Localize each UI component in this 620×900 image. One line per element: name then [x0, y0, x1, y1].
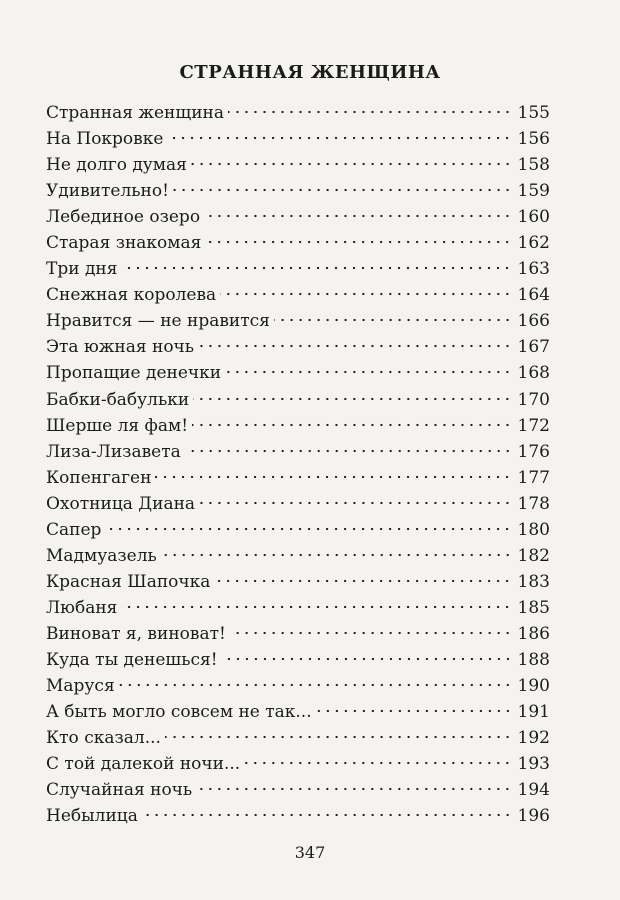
toc-entry-page: 164 — [517, 285, 550, 306]
toc-entry-title: Удивительно! — [46, 181, 169, 202]
dot-leader — [230, 631, 512, 635]
toc-entry — [46, 230, 550, 256]
dot-leader — [119, 683, 512, 687]
toc-entry-page: 193 — [517, 754, 550, 775]
toc-entry-title: Виноват я, виноват! — [46, 623, 226, 644]
toc-entry-page: 166 — [517, 311, 550, 332]
toc-entry-title: Старая знакомая — [46, 233, 202, 254]
toc-entry — [46, 569, 550, 595]
dot-leader — [220, 292, 512, 296]
toc-entry — [46, 282, 550, 308]
toc-entry — [46, 673, 550, 699]
toc-entry-page: 192 — [517, 728, 550, 749]
toc-entry-page: 172 — [517, 415, 550, 436]
toc-entry-page: 159 — [517, 181, 550, 202]
toc-entry-title: Шерше ля фам! — [46, 415, 189, 436]
dot-leader — [192, 423, 512, 427]
toc-entry-page: 191 — [517, 702, 550, 723]
toc-entry-title: Бабки-бабульки — [46, 389, 190, 410]
dot-leader — [244, 761, 512, 765]
toc-entry-title: Эта южная ночь — [46, 337, 195, 358]
toc-entry-title: Куда ты денешься! — [46, 649, 218, 670]
toc-entry — [46, 439, 550, 465]
toc-entry-page: 155 — [517, 103, 550, 123]
toc-entry-title: Охотница Диана — [46, 493, 196, 514]
toc-entry-page: 168 — [517, 363, 550, 384]
dot-leader — [165, 735, 512, 739]
dot-leader — [214, 579, 512, 583]
dot-leader — [199, 501, 512, 505]
toc-entry-page: 158 — [517, 155, 550, 176]
toc-entry-page: 180 — [517, 519, 550, 540]
toc-entry-page: 160 — [517, 207, 550, 228]
toc-entry-page: 170 — [517, 389, 550, 410]
toc-entry-page: 182 — [517, 545, 550, 566]
dot-leader — [105, 527, 512, 531]
toc-entry-title: Нравится — не нравится — [46, 311, 270, 332]
toc-entry-title: Небылица — [46, 806, 138, 827]
toc-entry — [46, 517, 550, 543]
dot-leader — [193, 397, 512, 401]
toc-entry-page: 188 — [517, 649, 550, 670]
dot-leader — [167, 136, 512, 140]
toc-entry — [46, 595, 550, 621]
dot-leader — [185, 449, 512, 453]
toc-entry-title: Любаня — [46, 597, 118, 618]
toc-entry — [46, 699, 550, 725]
toc-entry — [46, 126, 550, 152]
toc-entry — [46, 360, 550, 386]
toc-entry-page: 162 — [517, 233, 550, 254]
toc-entry-page: 163 — [517, 259, 550, 280]
dot-leader — [161, 553, 512, 557]
dot-leader — [274, 318, 512, 322]
dot-leader — [222, 657, 512, 661]
toc-entry — [46, 152, 550, 178]
toc-entry-page: 196 — [517, 806, 550, 827]
dot-leader — [205, 240, 512, 244]
dot-leader — [173, 188, 512, 192]
toc-entry — [46, 413, 550, 439]
toc-entry — [46, 465, 550, 491]
toc-entry — [46, 100, 550, 126]
dot-leader — [155, 475, 512, 479]
dot-leader — [228, 110, 512, 114]
dot-leader — [225, 370, 512, 374]
toc-entry-title: Три дня — [46, 259, 118, 280]
toc-entry — [46, 621, 550, 647]
toc-entry-title: Маруся — [46, 676, 115, 697]
dot-leader — [196, 787, 512, 791]
toc-entry-page: 178 — [517, 493, 550, 514]
toc-entry-page: 177 — [517, 467, 550, 488]
toc-entry — [46, 543, 550, 569]
toc-entry-page: 190 — [517, 676, 550, 697]
toc-entry-title: Красная Шапочка — [46, 571, 211, 592]
toc-entry — [46, 803, 550, 829]
toc-entry-title: Лиза-Лизавета — [46, 441, 181, 462]
toc-entry-title: Кто сказал... — [46, 728, 161, 749]
toc-entry-title: Сапер — [46, 519, 102, 540]
toc-entry-title: Случайная ночь — [46, 780, 193, 801]
toc-entry-title: На Покровке — [46, 129, 164, 150]
toc-entry — [46, 725, 550, 751]
toc-entry — [46, 308, 550, 334]
toc-entry — [46, 387, 550, 413]
toc-entry-title: Пропащие денечки — [46, 363, 222, 384]
dot-leader — [204, 214, 512, 218]
toc-entry-page: 185 — [517, 597, 550, 618]
toc-entry-title: Мадмуазель — [46, 545, 157, 566]
dot-leader — [142, 813, 512, 817]
toc-entry — [46, 256, 550, 282]
dot-leader — [121, 605, 512, 609]
table-of-contents — [46, 100, 550, 829]
toc-entry-title: Лебединое озеро — [46, 207, 201, 228]
toc-entry-page: 194 — [517, 780, 550, 801]
dot-leader — [121, 266, 512, 270]
toc-entry — [46, 334, 550, 360]
toc-entry-page: 156 — [517, 129, 550, 150]
toc-entry-page: 176 — [517, 441, 550, 462]
section-heading: СТРАННАЯ ЖЕНЩИНА — [179, 62, 441, 83]
toc-entry-page: 167 — [517, 337, 550, 358]
page-number: 347 — [294, 843, 326, 862]
toc-entry-page: 183 — [517, 571, 550, 592]
toc-entry — [46, 491, 550, 517]
toc-entry-title: А быть могло совсем не так... — [46, 702, 312, 723]
toc-entry — [46, 751, 550, 777]
dot-leader — [191, 162, 512, 166]
dot-leader — [198, 344, 512, 348]
toc-entry — [46, 647, 550, 673]
toc-entry-page: 186 — [517, 623, 550, 644]
dot-leader — [316, 709, 512, 713]
toc-entry — [46, 204, 550, 230]
toc-entry-title: Копенгаген — [46, 467, 152, 488]
toc-entry-title: Не долго думая — [46, 155, 187, 176]
toc-entry-title: Снежная королева — [46, 285, 217, 306]
toc-entry-title: С той далекой ночи... — [46, 754, 241, 775]
toc-entry — [46, 178, 550, 204]
toc-entry-title: Странная женщина — [46, 103, 224, 123]
toc-entry — [46, 777, 550, 803]
